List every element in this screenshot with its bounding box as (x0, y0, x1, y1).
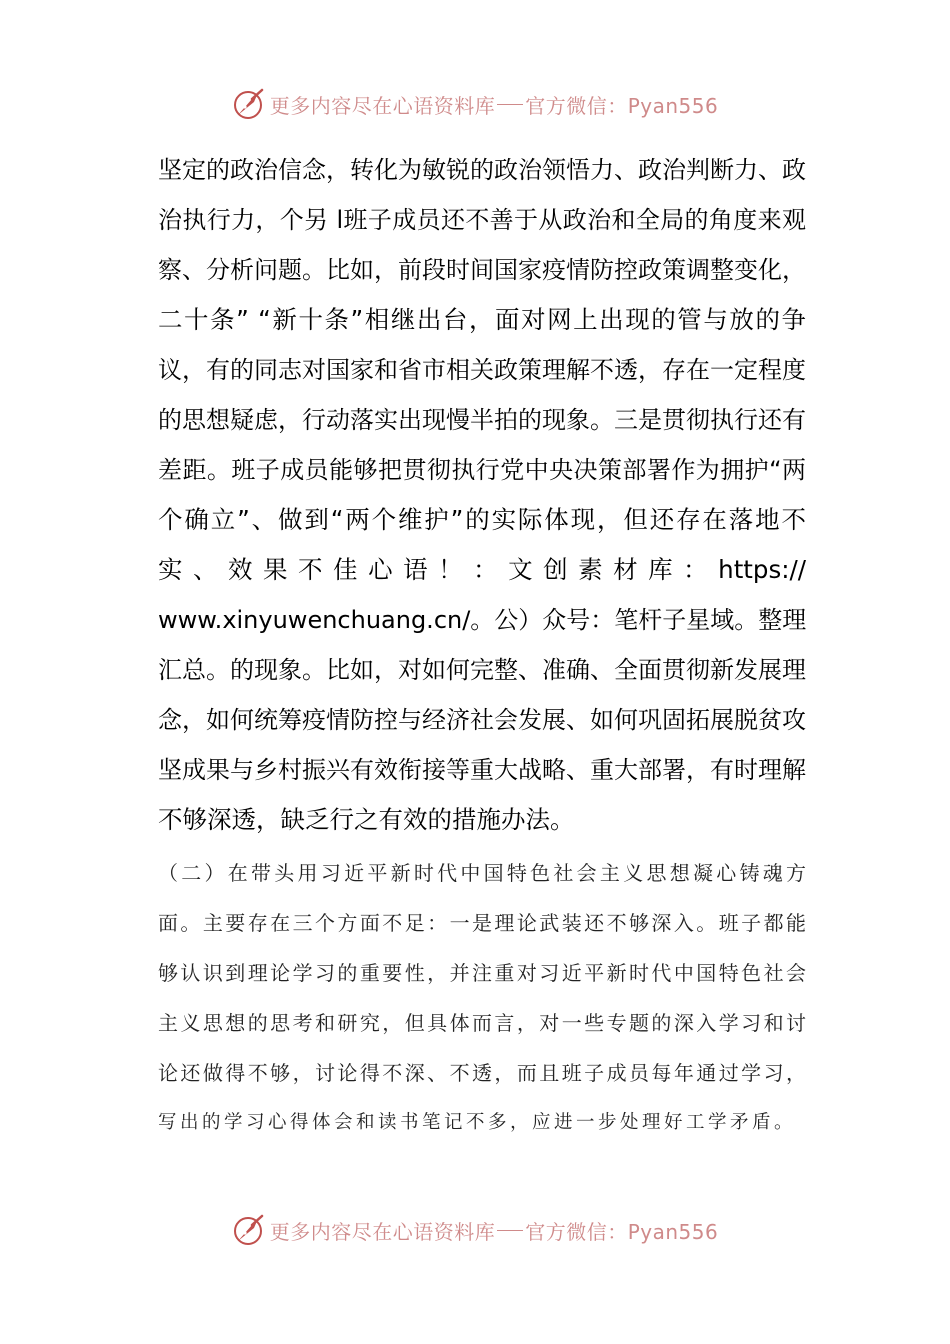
body-line: 治执行力，个另 l班子成员还不善于从政治和全局的角度来观 (158, 206, 806, 234)
section-paragraph (158, 848, 806, 1148)
banner-wechat-label: 官方微信：Pyan556 (525, 1219, 719, 1244)
banner-dash (497, 1230, 523, 1231)
section-line: 论还做得不够，讨论得不深、不透，而且班子成员每年通过学习， (158, 1061, 806, 1085)
section-line: （二）在带头用习近平新时代中国特色社会主义思想凝心铸魂方 (158, 861, 806, 885)
body-line: 二十条” “新十条”相继出台，面对网上出现的管与放的争 (158, 305, 806, 334)
header-banner (0, 82, 950, 126)
banner-dash (497, 104, 523, 105)
pen-nib-logo-icon (232, 87, 266, 121)
body-line: 不够深透，缺乏行之有效的措施办法。 (158, 805, 575, 834)
pen-nib-logo-icon (232, 1213, 266, 1247)
body-line: 的思想疑虑，行动落实出现慢半拍的现象。三是贯彻执行还有 (158, 406, 806, 434)
body-line: 念，如何统筹疫情防控与经济社会发展、如何巩固拓展脱贫攻 (158, 706, 806, 734)
banner-brand-text: 更多内容尽在心语资料库 (269, 1219, 496, 1244)
body-line: 个确立”、做到“两个维护”的实际体现，但还存在落地不 (158, 505, 806, 534)
body-line: 察、分析问题。比如，前段时间国家疫情防控政策调整变化， (158, 256, 806, 284)
banner-brand-text: 更多内容尽在心语资料库 (269, 93, 496, 118)
body-line: 坚成果与乡村振兴有效衔接等重大战略、重大部署，有时理解 (158, 756, 806, 784)
body-paragraph (158, 145, 806, 845)
body-line: 差距。班子成员能够把贯彻执行党中央决策部署作为拥护“两 (158, 456, 806, 484)
footer-banner (0, 1208, 950, 1252)
section-line: 面。主要存在三个方面不足：一是理论武装还不够深入。班子都能 (158, 911, 806, 935)
section-line: 主义思想的思考和研究，但具体而言，对一些专题的深入学习和讨 (158, 1011, 806, 1035)
banner-wechat-label: 官方微信：Pyan556 (525, 93, 719, 118)
body-line: 实、效果不佳心语！：文创素材库：https:// (158, 555, 806, 584)
body-line: 汇总。的现象。比如，对如何完整、准确、全面贯彻新发展理 (158, 656, 806, 684)
section-line: 够认识到理论学习的重要性，并注重对习近平新时代中国特色社会 (158, 961, 806, 985)
body-line: www.xinyuwenchuang.cn/。公）众号：笔杆子星域。整理 (158, 606, 806, 634)
section-line: 写出的学习心得体会和读书笔记不多，应进一步处理好工学矛盾。 (158, 1112, 797, 1133)
body-line: 坚定的政治信念，转化为敏锐的政治领悟力、政治判断力、政 (158, 156, 806, 184)
body-line: 议，有的同志对国家和省市相关政策理解不透，存在一定程度 (158, 356, 806, 384)
